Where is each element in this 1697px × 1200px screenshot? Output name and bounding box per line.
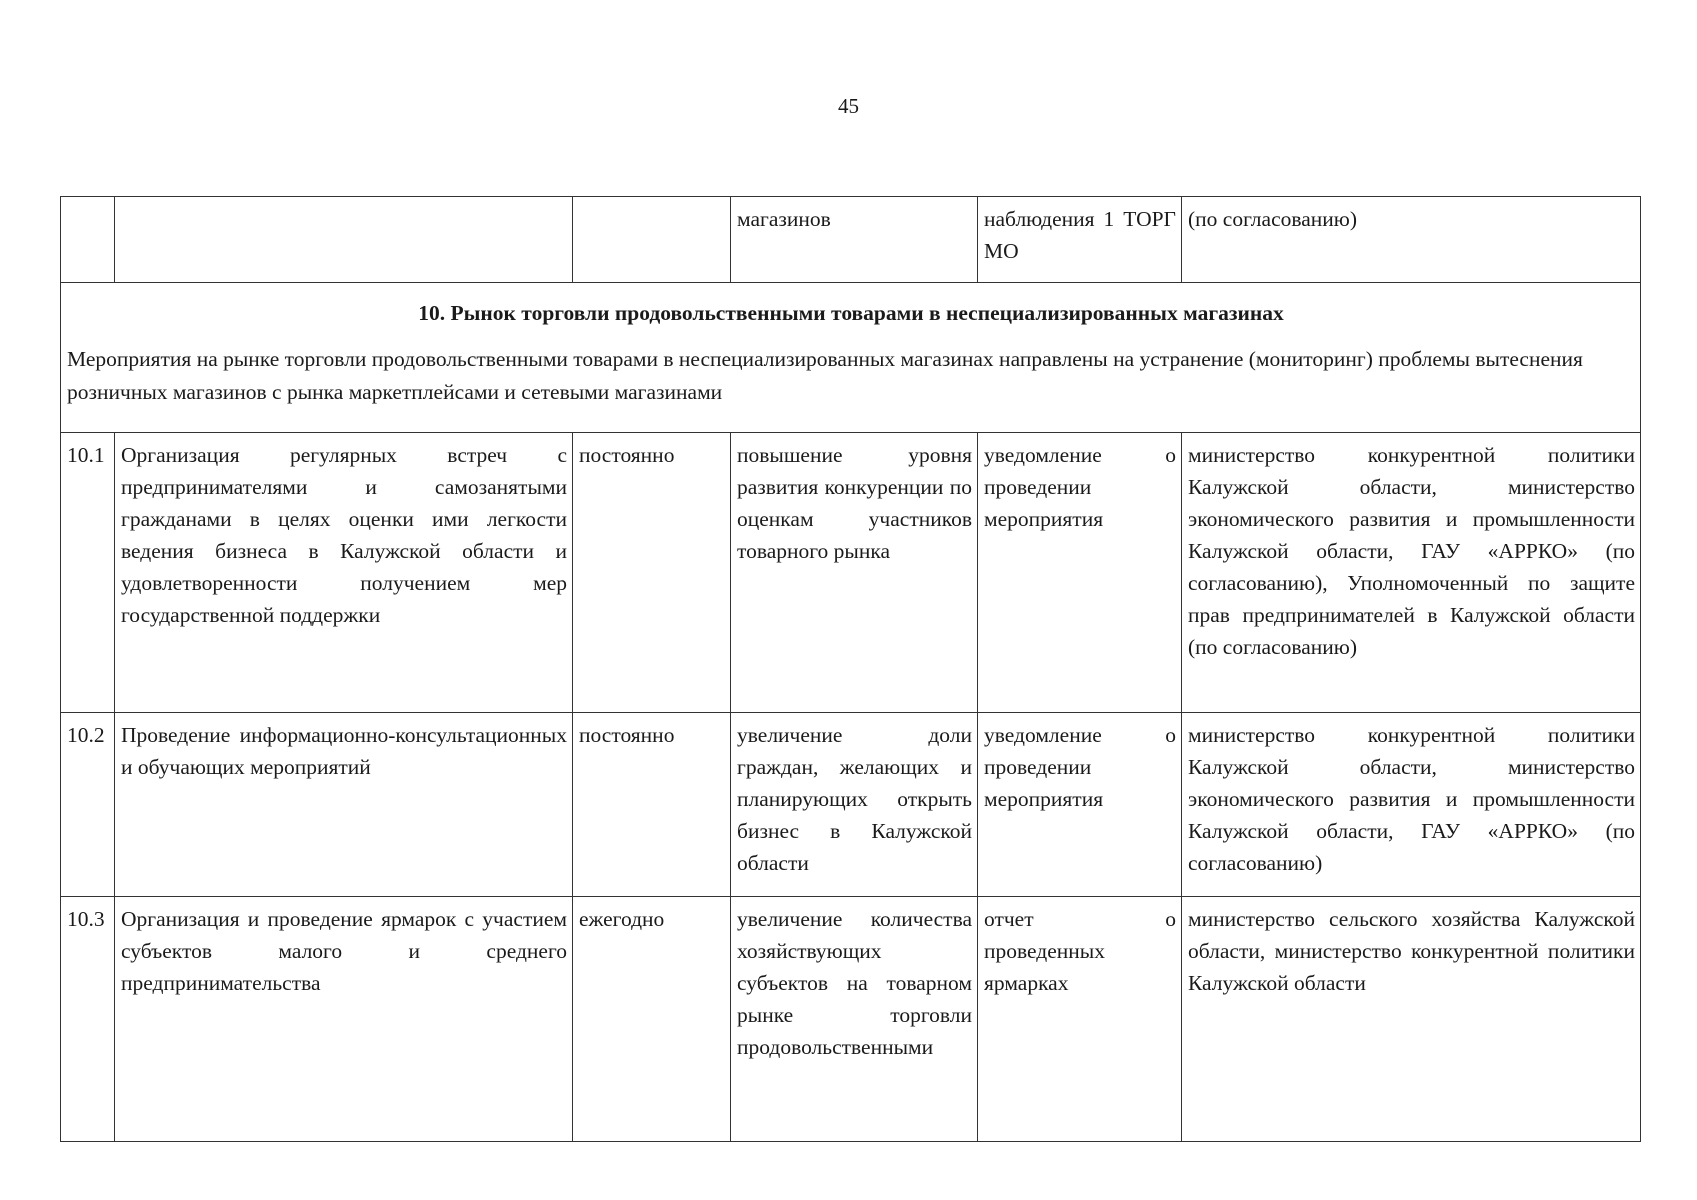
- cell-num: [61, 197, 115, 283]
- cell-indicator: уведомление о проведении мероприятия: [978, 713, 1182, 897]
- cell-num: 10.3: [61, 897, 115, 1142]
- cell-executor: (по согласованию): [1182, 197, 1641, 283]
- section-header-row: [61, 283, 1641, 433]
- table-row-continuation: [61, 197, 1641, 283]
- cell-indicator: уведомление о проведении мероприятия: [978, 433, 1182, 713]
- cell-term: постоянно: [573, 713, 731, 897]
- cell-result: увеличение количества хозяйствующих субъектов на товарном рынке торговли продовольственными: [731, 897, 978, 1142]
- cell-measure: Организация и проведение ярмарок с участием субъектов малого и среднего предпринимательства: [115, 897, 573, 1142]
- cell-term: постоянно: [573, 433, 731, 713]
- section-description: Мероприятия на рынке торговли продовольственными товарами в неспециализированных магазинах направлены на устранение (мониторинг) проблемы вытеснения розничных магазинов с рынка маркетплейсами и сетевыми магазинами: [67, 347, 1583, 404]
- cell-term: ежегодно: [573, 897, 731, 1142]
- cell-result: магазинов: [731, 197, 978, 283]
- cell-num: 10.2: [61, 713, 115, 897]
- cell-measure: Организация регулярных встреч с предпринимателями и самозанятыми гражданами в целях оценки ими легкости ведения бизнеса в Калужской области и удовлетворенности получением мер государственной поддержки: [115, 433, 573, 713]
- measures-table: [60, 196, 1641, 1142]
- cell-indicator: отчет о проведенных ярмарках: [978, 897, 1182, 1142]
- cell-executor: министерство конкурентной политики Калужской области, министерство экономического развития и промышленности Калужской области, ГАУ «АРРКО» (по согласованию): [1182, 713, 1641, 897]
- table-row: [61, 897, 1641, 1142]
- table-row: [61, 713, 1641, 897]
- section-title: 10. Рынок торговли продовольственными товарами в неспециализированных магазинах: [418, 301, 1284, 325]
- cell-term: [573, 197, 731, 283]
- cell-executor: министерство конкурентной политики Калужской области, министерство экономического развития и промышленности Калужской области, ГАУ «АРРКО» (по согласованию), Уполномоченный по защите прав предпринимателей в Калужской области (по согласованию): [1182, 433, 1641, 713]
- table-row: [61, 433, 1641, 713]
- cell-result: увеличение доли граждан, желающих и планирующих открыть бизнес в Калужской области: [731, 713, 978, 897]
- section-cell: [61, 283, 1641, 433]
- page-number: 45: [838, 94, 859, 118]
- cell-result: повышение уровня развития конкуренции по оценкам участников товарного рынка: [731, 433, 978, 713]
- cell-num: 10.1: [61, 433, 115, 713]
- cell-measure: Проведение информационно-консультационных и обучающих мероприятий: [115, 713, 573, 897]
- cell-indicator: наблюдения 1 ТОРГ МО: [978, 197, 1182, 283]
- cell-measure: [115, 197, 573, 283]
- cell-executor: министерство сельского хозяйства Калужской области, министерство конкурентной политики Калужской области: [1182, 897, 1641, 1142]
